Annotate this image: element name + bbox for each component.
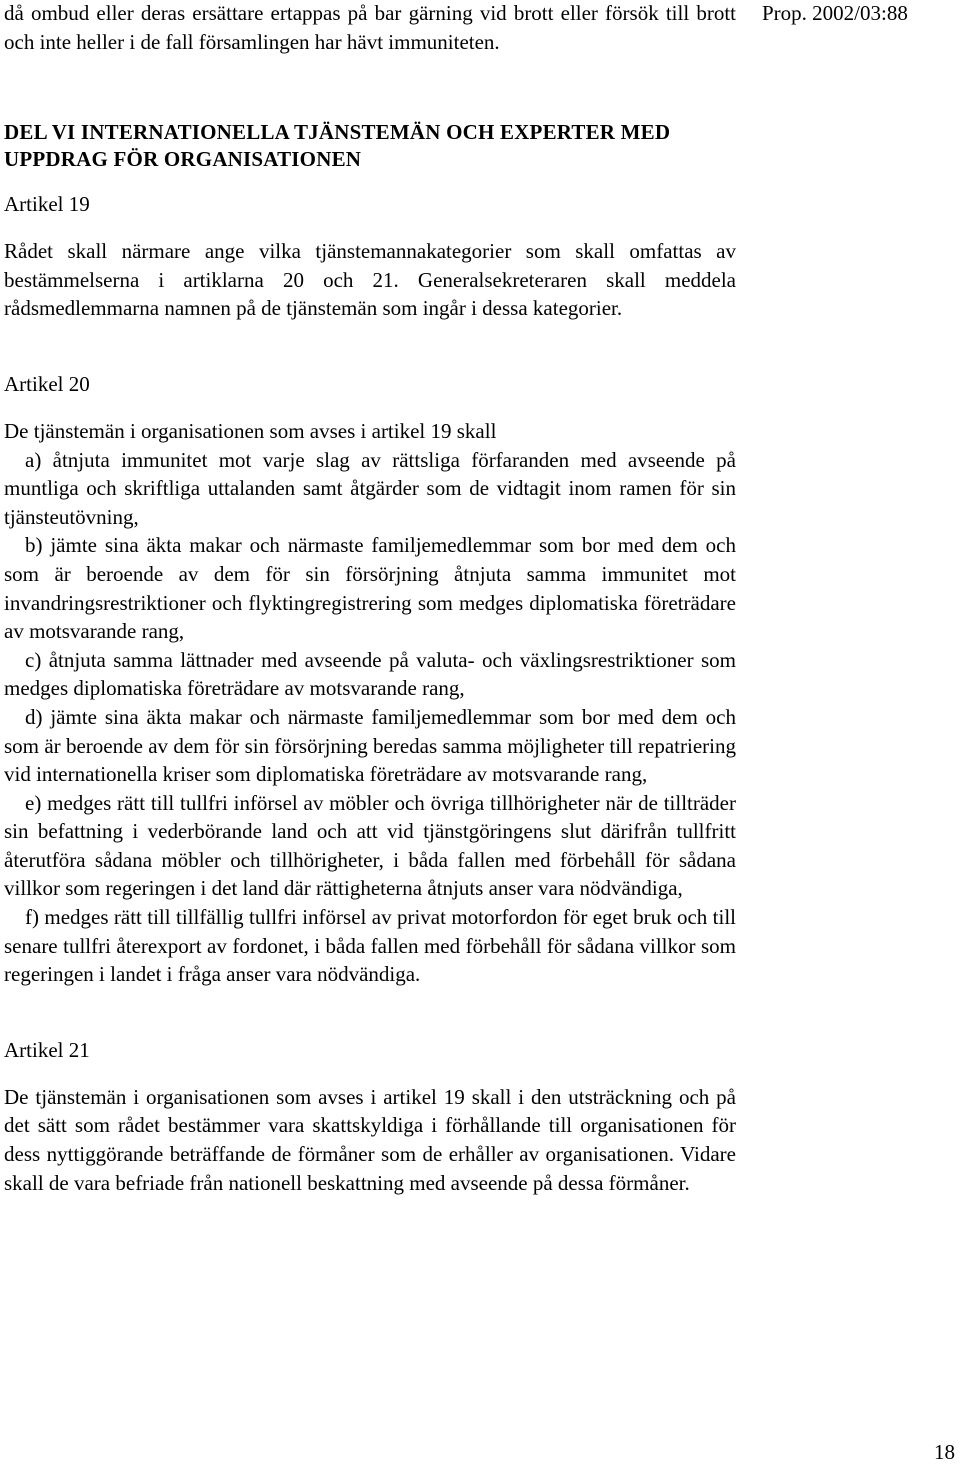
article-20-item-c: c) åtnjuta samma lättnader med avseende på valuta- och växlingsrestriktioner som medges diplomatiska företrädare av motsvarande rang, <box>4 647 736 701</box>
article-20-item-b: b) jämte sina äkta makar och närmaste familjemedlemmar som bor med dem och som är beroende av dem för sin försörjning åtnjuta samma immunitet mot invandringsrestriktioner och flyktingregistrering som medges diplomatiska företrädare av motsvarande rang, <box>4 533 736 644</box>
article-20-intro: De tjänstemän i organisationen som avses i artikel 19 skall <box>4 418 497 443</box>
article-21-title: Artikel 21 <box>4 1037 90 1062</box>
part-heading: DEL VI INTERNATIONELLA TJÄNSTEMÄN OCH EXPERTER MED UPPDRAG FÖR ORGANISATIONEN <box>4 120 671 172</box>
document-body <box>4 0 736 1197</box>
article-20-item-e: e) medges rätt till tullfri införsel av möbler och övriga tillhörigheter när de tillträder sin befattning i vederbörande land och att vid tjänstgöringens slut därifrån tullfritt återutföra sådana möbler och tillhörigheter, i båda fallen med förbehåll för sådana villkor som regeringen i det land där rättigheterna åtnjuts anser vara nödvändiga, <box>4 790 736 901</box>
article-19-title: Artikel 19 <box>4 192 90 217</box>
page-number: 18 <box>934 1440 955 1464</box>
proposition-reference: Prop. 2002/03:88 <box>762 1 908 25</box>
article-19-paragraph: Rådet skall närmare ange vilka tjänstemannakategorier som skall omfattas av bestämmelserna i artiklarna 20 och 21. Generalsekreteraren skall meddela rådsmedlemmarna namnen på de tjänstemän som ingår i dessa kategorier. <box>4 239 736 321</box>
article-21-paragraph: De tjänstemän i organisationen som avses i artikel 19 skall i den utsträckning och på det sätt som rådet bestämmer vara skattskyldiga i förhållande till organisationen för dess nyttiggörande beträffande de förmåner som de erhåller av organisationen. Vidare skall de vara befriade från nationell beskattning med avseende på dessa förmåner. <box>4 1084 736 1195</box>
article-20-title: Artikel 20 <box>4 371 90 396</box>
carryover-paragraph: då ombud eller deras ersättare ertappas på bar gärning vid brott eller försök till brott och inte heller i de fall församlingen har hävt immuniteten. <box>4 1 736 54</box>
article-20-item-a: a) åtnjuta immunitet mot varje slag av rättsliga förfaranden med avseende på muntliga och skriftliga uttalanden samt åtgärder som de vidtagit inom ramen för sin tjänsteutövning, <box>4 447 736 529</box>
article-20-item-d: d) jämte sina äkta makar och närmaste familjemedlemmar som bor med dem och som är beroende av dem för sin försörjning beredas samma möjligheter till repatriering vid internationella kriser som diplomatiska företrädare av motsvarande rang, <box>4 704 736 787</box>
article-20-item-f: f) medges rätt till tillfällig tullfri införsel av privat motorfordon för eget bruk och till senare tullfri återexport av fordonet, i båda fallen med förbehåll för sådana villkor som regeringen i landet i fråga anser vara nödvändiga. <box>4 905 736 987</box>
